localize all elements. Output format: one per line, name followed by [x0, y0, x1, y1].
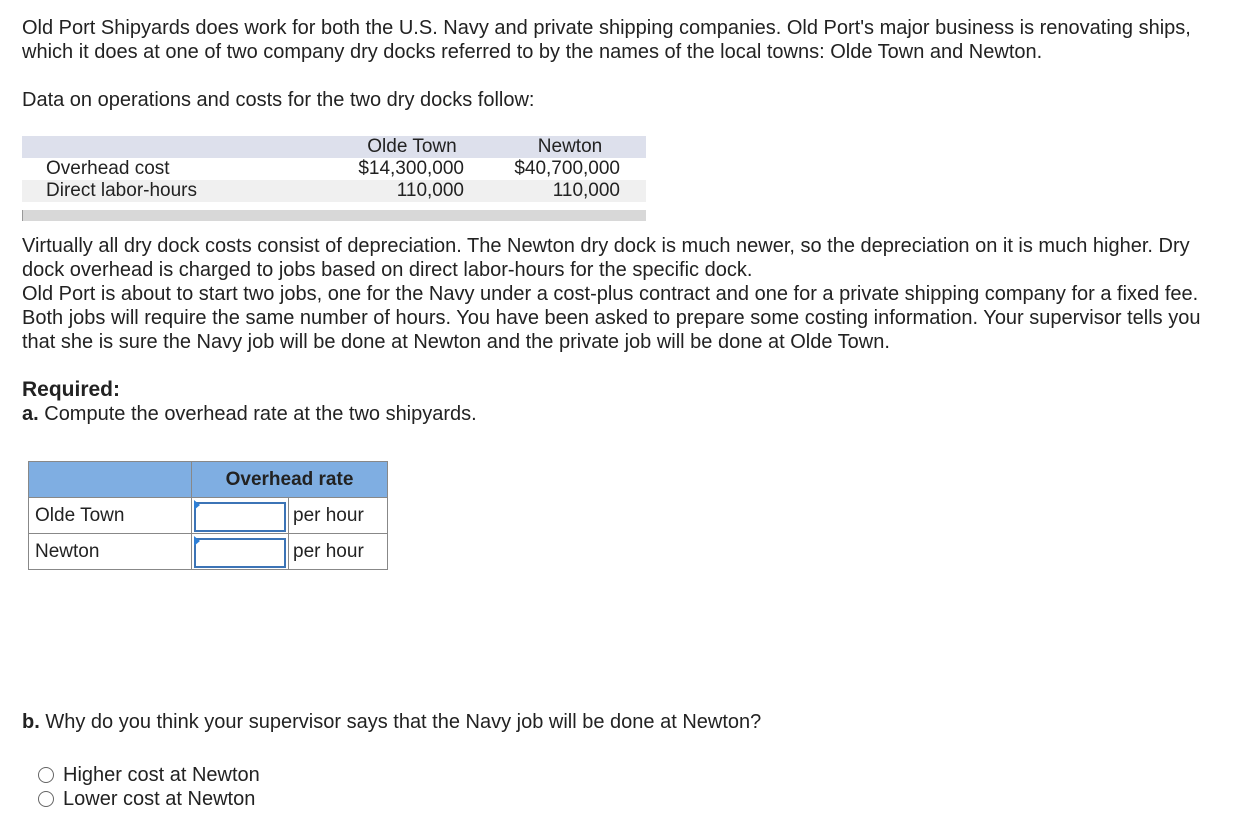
question-b [22, 710, 761, 734]
table-row [22, 158, 646, 180]
question-a [22, 402, 477, 426]
radio-button[interactable] [38, 791, 54, 807]
radio-button[interactable] [38, 767, 54, 783]
question-a-letter: a. [22, 403, 39, 425]
body-paragraph-1: Virtually all dry dock costs consist of depreciation. The Newton dry dock is much newer, so the depreciation on it is much higher. Dry dock overhead is charged to jobs based on direct labor-hours for the specific dock. [22, 235, 1190, 281]
table-divider [22, 210, 646, 221]
data-intro-text: Data on operations and costs for the two dry docks follow: [22, 89, 535, 111]
cell-newton: 110,000 [552, 180, 620, 201]
column-header-olde-town: Olde Town [367, 136, 457, 157]
radio-option-higher-cost[interactable] [38, 763, 260, 787]
question-a-text: Compute the overhead rate at the two shipyards. [38, 403, 477, 425]
radio-label: Lower cost at Newton [63, 788, 256, 810]
overhead-rate-answer-table [28, 461, 388, 570]
input-cell [192, 534, 289, 570]
olde-town-rate-input[interactable] [194, 502, 286, 532]
answer-table-header-row [29, 462, 388, 498]
table-row [29, 498, 388, 534]
input-cell [192, 498, 289, 534]
data-table-header [22, 136, 646, 158]
newton-rate-input[interactable] [194, 538, 286, 568]
overhead-rate-header: Overhead rate [192, 462, 388, 498]
header-blank-cell [29, 462, 192, 498]
radio-option-lower-cost[interactable] [38, 787, 255, 811]
body-paragraph-2: Old Port is about to start two jobs, one for the Navy under a cost-plus contract and one for a private shipping company for a fixed fee. Both jobs will require the same number of hours. You have been asked to prepare some costing information. Your supervisor tells you that she is sure the Navy job will be done at Newton and the private job will be done at Olde Town. [22, 283, 1201, 353]
table-row [22, 180, 646, 202]
row-label-newton: Newton [29, 534, 192, 570]
intro-paragraph [22, 16, 1227, 64]
body-text [22, 234, 1227, 354]
input-flag-icon [194, 500, 200, 510]
required-heading: Required: [22, 378, 121, 401]
row-label: Direct labor-hours [46, 180, 197, 201]
cell-newton: $40,700,000 [514, 158, 620, 179]
column-header-newton: Newton [537, 136, 603, 157]
row-label-olde-town: Olde Town [29, 498, 192, 534]
cell-olde-town: 110,000 [396, 180, 464, 201]
table-row [29, 534, 388, 570]
cell-olde-town: $14,300,000 [358, 158, 464, 179]
radio-label: Higher cost at Newton [63, 764, 260, 786]
unit-label: per hour [289, 534, 388, 570]
data-intro-paragraph [22, 88, 1227, 112]
intro-text: Old Port Shipyards does work for both the U.S. Navy and private shipping companies. Old Port's major business is renovating ships, which it does at one of two company dry docks referred to by the names of the local towns: Olde Town and Newton. [22, 17, 1191, 63]
unit-label: per hour [289, 498, 388, 534]
row-label: Overhead cost [46, 158, 170, 179]
question-b-text: Why do you think your supervisor says that the Navy job will be done at Newton? [39, 711, 762, 733]
input-flag-icon [194, 536, 200, 546]
question-b-letter: b. [22, 711, 40, 733]
